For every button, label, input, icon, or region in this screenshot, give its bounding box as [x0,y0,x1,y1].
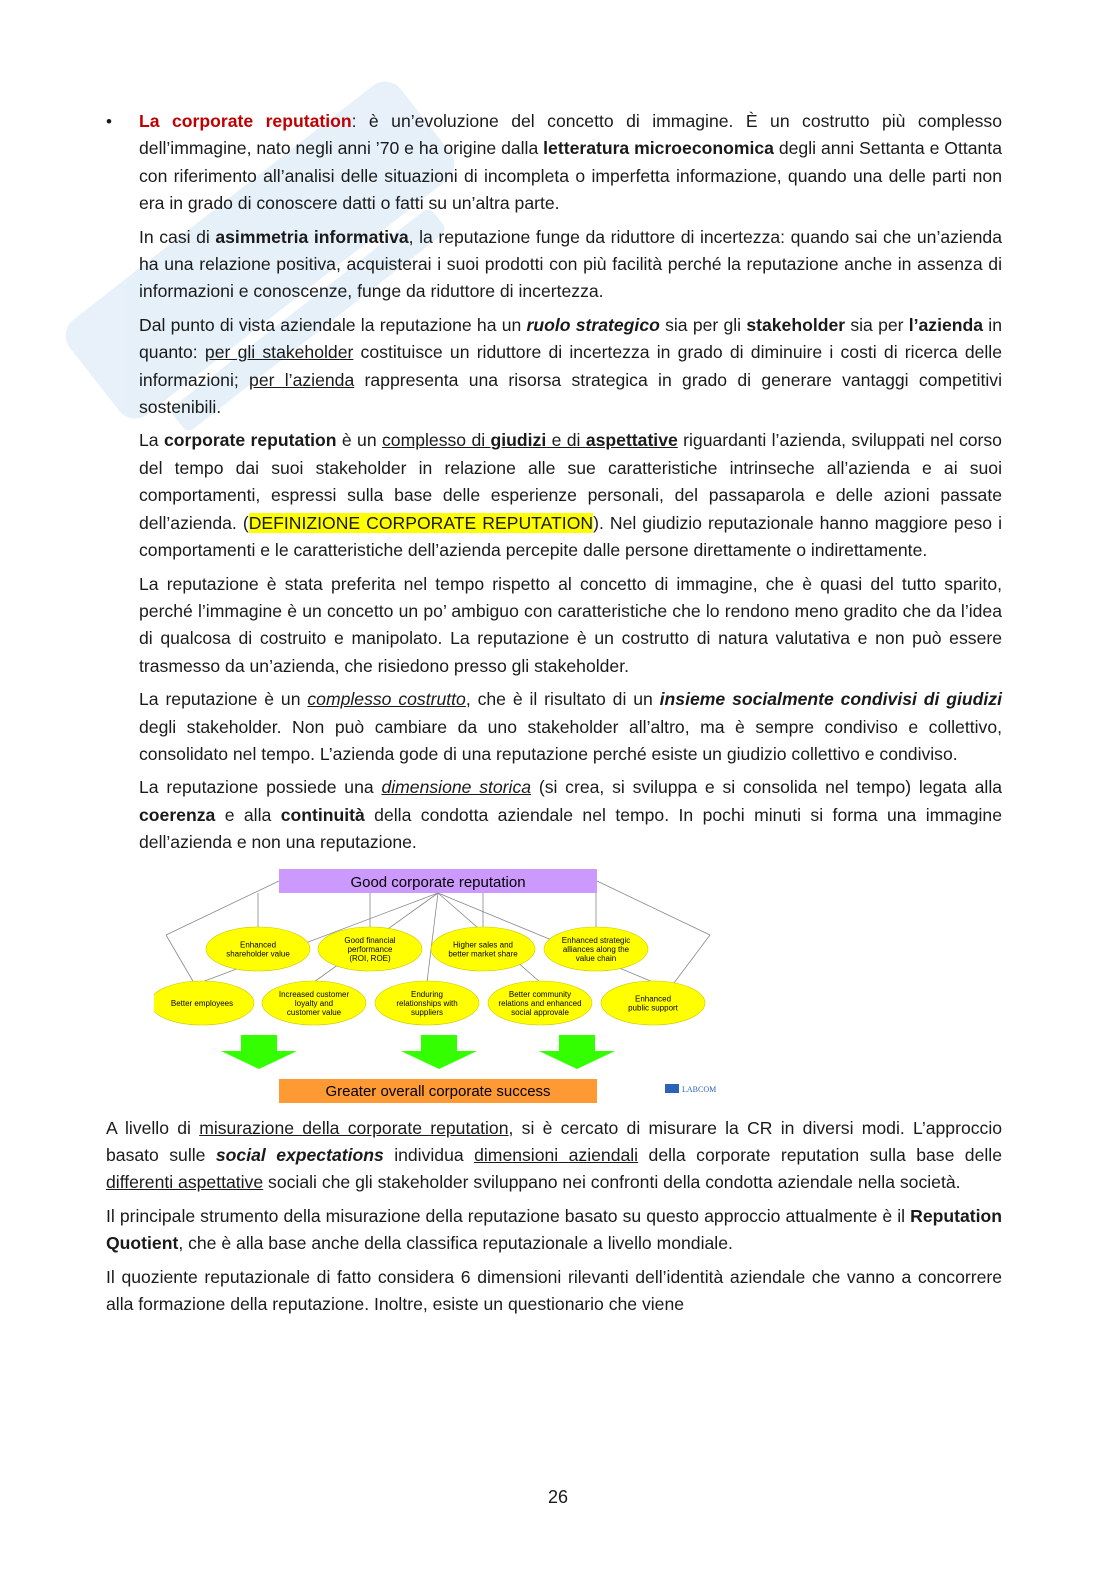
underlined-bold-run: aspettative [585,430,678,451]
text-run: Il principale strumento della misurazione della reputazione basato su questo approccio attualmente è il [106,1205,911,1226]
text-run: degli anni Settanta e Ottanta con riferimento all’analisi delle situazioni di incompleta o imperfetta informazione, quando una delle parti non era in grado di conoscere datti o fatti su un’altra parte. [139,138,1002,214]
underlined-run: dimensioni aziendali [474,1144,639,1165]
text-run: La [139,430,164,451]
paragraph-costrutto [139,686,1002,768]
ellipse-label: loyalty and [294,998,334,1008]
text-run: sociali che gli stakeholder sviluppano nei confronti della condotta aziendale nella società. [263,1172,961,1193]
benefit-ellipse-bottom [375,981,479,1025]
text-run: costituisce un riduttore di incertezza in grado di diminuire i costi di ricerca delle informazioni; [139,342,1002,390]
text-run: : è un’evoluzione del concetto di immagine. È un costrutto più complesso dell’immagine, nato negli anni ’70 e ha origine dalla [139,111,1002,159]
paragraph-quoziente [106,1264,1002,1319]
ellipse-label: suppliers [410,1007,444,1017]
ellipse-label: better market share [448,949,518,959]
bullet-paragraph [106,108,1002,218]
ellipse-label: (ROI, ROE) [349,953,391,963]
text-run: riguardanti l’azienda, sviluppati nel corso del tempo dai suoi stakeholder in relazione alle sue caratteristiche intrinseche all’azienda e ai suoi comportamenti, espressi sulla base delle esperienze personali, del passaparola e delle azioni passate dell’azienda. ( [139,430,1002,533]
diagram-title: Good corporate reputation [350,873,526,891]
ellipse-label: Better employees [170,998,234,1008]
ellipse-label: value chain [575,953,617,963]
ellipse-label: performance [347,944,393,954]
connector-line [427,893,438,982]
ellipse-label: public support [628,1003,678,1013]
underlined-run: per l’azienda [249,369,355,390]
underlined-run: e di [546,430,586,451]
down-arrow-icon [539,1035,615,1069]
bold-italic-run: insieme socialmente condivisi di giudizi [659,689,1002,710]
text-run: Dal punto di vista aziendale la reputazione ha un [139,314,527,335]
ellipse-label: customer value [286,1007,342,1017]
paragraph-ruolo-strategico [139,312,1002,422]
underlined-run: complesso di [381,430,491,451]
down-arrow-icon [401,1035,477,1069]
connector-line [597,881,710,935]
underlined-italic-run: dimensione storica [381,777,532,798]
bold-run: corporate reputation [163,430,337,451]
bold-run: asimmetria informativa [215,226,409,247]
text-run: rappresenta una risorsa strategica in grado di generare vantaggi competitivi sostenibili. [139,369,1002,418]
text-run: La reputazione possiede una [139,777,382,798]
text-run: , la reputazione funge da riduttore di incertezza: quando sai che un’azienda ha una relazione positiva, acquisterai i suoi prodotti con più facilità perché la reputazione anche in assenza di informazioni e conoscenze, funge da riduttore di incertezza. [139,226,1002,302]
text-run: degli stakeholder. Non può cambiare da uno stakeholder all’altro, ma è sempre condiviso e collettivo, consolidato nel tempo. L’azienda gode di una reputazione perché esiste un giudizio collettivo e condiviso. [139,716,1002,764]
paragraph-definizione [139,427,1002,564]
paragraph-asimmetria [139,224,1002,306]
text-run: In casi di [139,226,216,247]
ellipse-label: shareholder value [226,949,290,959]
ellipse-label: Higher sales and [452,940,514,950]
benefit-ellipse-bottom [488,981,592,1025]
paragraph-immagine [139,571,1002,681]
ellipse-label: relationships with [396,998,458,1008]
bold-italic-run: ruolo strategico [526,314,660,335]
connector-line [166,935,194,983]
paragraph-dimensione-storica [139,774,1002,856]
paragraph-reputation-quotient [106,1203,1002,1258]
text-run: Il quoziente reputazionale di fatto considera 6 dimensioni rilevanti dell’identità aziendale che vanno a concorrere alla formazione della reputazione. Inoltre, esiste un questionario che viene [106,1266,1002,1314]
ellipse-label: alliances along the [562,944,630,954]
connector-line [674,935,710,983]
text-run: è un [336,430,382,451]
ellipse-label: Better community [508,989,572,999]
text-run: La reputazione è un [139,689,308,710]
bold-run: coerenza [139,804,216,825]
underlined-run: differenti aspettative [106,1172,264,1193]
benefit-ellipse-top [318,927,422,971]
ellipse-label: relations and enhanced [498,998,582,1008]
underlined-run: per gli stakeholder [204,342,354,363]
text-run: , si è cercato di misurare la CR in diversi modi. L’approccio basato sulle [106,1117,1003,1165]
ellipse-label: Enhanced [239,940,277,950]
paragraph-misurazione [106,1115,1002,1197]
page-number: 26 [547,1487,569,1507]
text-run: , che è alla base anche della classifica reputazionale a livello mondiale. [178,1233,733,1254]
term-corporate-reputation: La corporate reputation [139,111,352,131]
text-run: della condotta aziendale nel tempo. In pochi minuti si forma una immagine dell’azienda e non una reputazione. [139,804,1002,853]
reputation-diagram [154,865,734,1111]
bold-run: l’azienda [908,314,984,335]
text-run: ). Nel giudizio reputazionale hanno maggiore peso i comportamenti e le caratteristiche dell’azienda percepite dalle persone direttamente o indirettamente. [139,512,1003,561]
ellipse-label: Increased customer [278,989,350,999]
down-arrow-icon [221,1035,297,1069]
ellipse-label: Enduring [410,989,444,999]
text-run: , che è il risultato di un [465,689,660,710]
ellipse-label: social approvale [511,1007,569,1017]
labcom-logo-text: LABCOM [682,1084,717,1094]
bold-italic-run: social expectations [215,1144,384,1165]
labcom-logo-mark [665,1084,679,1093]
text-run: individua [383,1144,475,1165]
text-run: (si crea, si sviluppa e si consolida nel tempo) legata alla [531,777,1003,798]
document-body [106,108,1002,1324]
text-run: A livello di [106,1117,200,1138]
benefit-ellipse-top [206,927,310,971]
bullet-marker: • [106,112,112,131]
underlined-italic-run: complesso costrutto [307,689,466,710]
benefit-ellipse-bottom [262,981,366,1025]
text-run: La reputazione è stata preferita nel tempo rispetto al concetto di immagine, che è quasi del tutto sparito, perché l’immagine è un concetto un po’ ambiguo con caratteristiche che lo rendono meno gradito che da l’idea di qualcosa di costruito e manipolato. La reputazione è un costrutto di natura valutativa e non può essere trasmesso da un’azienda, che risiedono presso gli stakeholder. [139,573,1002,676]
bold-run: stakeholder [746,314,846,335]
bold-run: letteratura microeconomica [543,138,774,159]
underlined-bold-run: giudizi [490,430,547,451]
text-run: sia per gli [659,314,747,335]
ellipse-label: Enhanced [634,994,672,1004]
benefit-ellipse-bottom [601,981,705,1025]
benefit-ellipse-bottom [154,981,254,1025]
text-run: sia per [845,314,909,335]
text-run: della corporate reputation sulla base delle [638,1144,1002,1165]
text-run: e alla [215,804,281,825]
bold-run: Reputation Quotient [106,1205,1002,1254]
diagram-canvas [154,865,734,1111]
text-run: in quanto: [139,314,1002,363]
underlined-run: misurazione della corporate reputation [199,1117,509,1138]
bold-run: continuità [280,804,365,825]
benefit-ellipse-top [431,927,535,971]
ellipse-label: Enhanced strategic [561,935,631,945]
highlighted-definition: DEFINIZIONE CORPORATE REPUTATION [248,512,594,533]
diagram-outcome: Greater overall corporate success [325,1082,551,1100]
benefit-ellipse-top [544,927,648,971]
ellipse-label: Good financial [344,935,396,945]
